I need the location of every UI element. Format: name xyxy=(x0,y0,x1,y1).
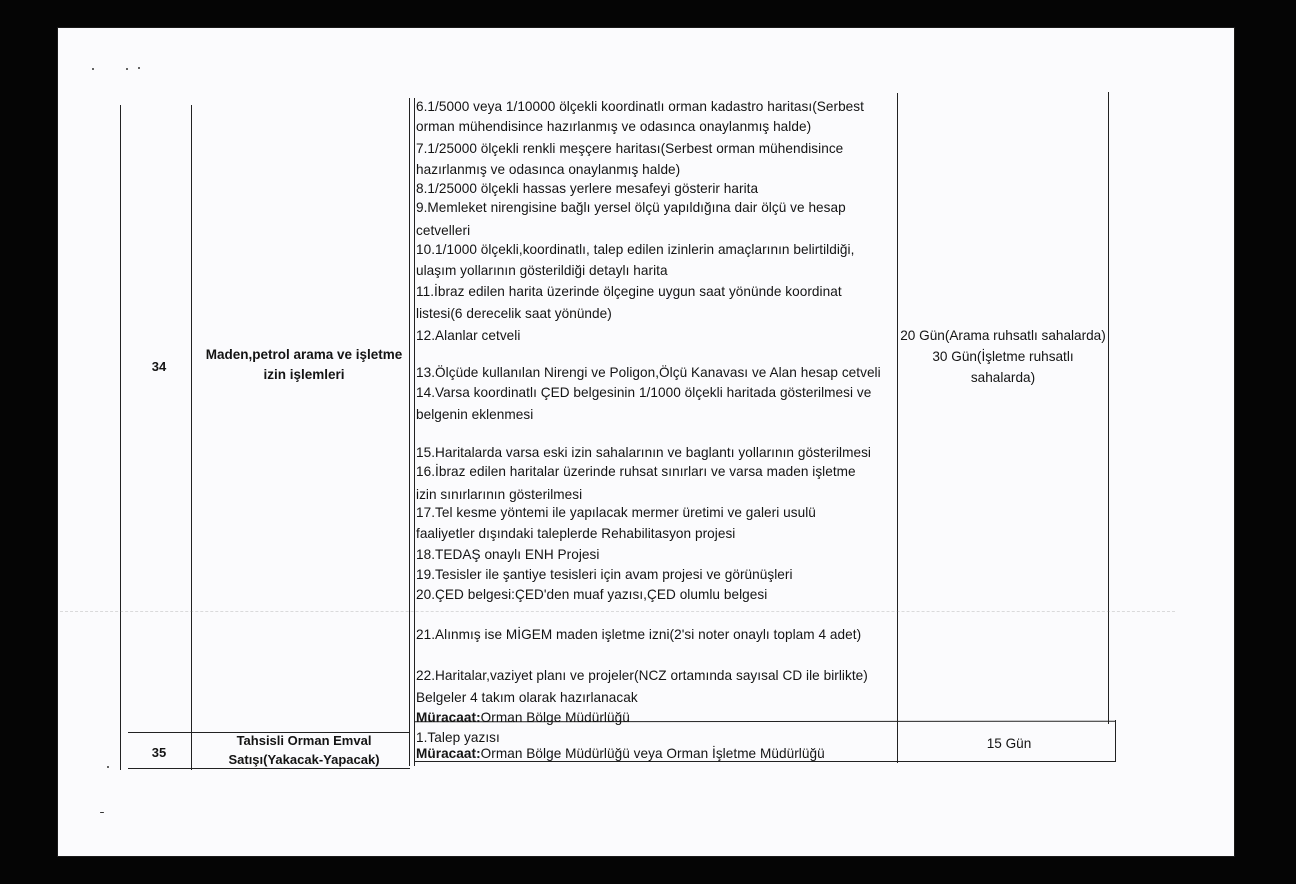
requirement-item: 21.Alınmış ise MİGEM maden işletme izni(2'si noter onaylı toplam 4 adet) xyxy=(416,627,862,642)
requirement-item: 14.Varsa koordinatlı ÇED belgesinin 1/1000 ölçekli haritada gösterilmesi ve xyxy=(416,385,872,400)
scan-speck xyxy=(100,812,104,813)
service-name xyxy=(196,731,412,769)
application-value: Orman Bölge Müdürlüğü xyxy=(480,710,630,725)
table-border-right xyxy=(1108,92,1109,724)
table-divider-no xyxy=(191,105,192,770)
duration-line: 15 Gün xyxy=(986,736,1032,751)
duration xyxy=(903,733,1115,754)
requirement-item: cetvelleri xyxy=(416,223,471,238)
application-line xyxy=(416,709,630,727)
requirement-item: belgenin eklenmesi xyxy=(416,407,534,422)
requirement-item: 8.1/25000 ölçekli hassas yerlere mesafeyi gösterir harita xyxy=(416,181,759,196)
scan-speck xyxy=(138,67,140,69)
service-name-line: izin işlemleri xyxy=(263,367,345,382)
requirement-item: izin sınırlarının gösterilmesi xyxy=(416,487,583,502)
row-number: 34 xyxy=(151,359,167,374)
requirement-item: listesi(6 derecelik saat yönünde) xyxy=(416,306,612,321)
duration xyxy=(897,325,1109,388)
table-divider-requirements xyxy=(414,98,415,766)
requirement-item: 17.Tel kesme yöntemi ile yapılacak mermer üretimi ve galeri usulü xyxy=(416,505,816,520)
requirement-item: 20.ÇED belgesi:ÇED'den muaf yazısı,ÇED olumlu belgesi xyxy=(416,587,768,602)
application-value: Orman Bölge Müdürlüğü veya Orman İşletme Müdürlüğü xyxy=(480,746,825,761)
application-label: Müracaat: xyxy=(416,746,481,761)
service-name-line: Satışı(Yakacak-Yapacak) xyxy=(228,752,380,767)
application-label: Müracaat: xyxy=(416,710,481,725)
application-line xyxy=(416,745,825,763)
requirement-item: 16.İbraz edilen haritalar üzerinde ruhsat sınırları ve varsa maden işletme xyxy=(416,464,856,479)
requirement-item: hazırlanmış ve odasınca onaylanmış halde) xyxy=(416,162,681,177)
requirement-item: faaliyetler dışındaki taleplerde Rehabilitasyon projesi xyxy=(416,526,736,541)
scan-speck xyxy=(126,68,128,70)
scan-speck xyxy=(107,766,109,768)
requirement-item: 1.Talep yazısı xyxy=(416,730,500,745)
requirement-item: 10.1/1000 ölçekli,koordinatlı, talep edilen izinlerin amaçlarının belirtildiği, xyxy=(416,242,855,257)
requirement-item: 7.1/25000 ölçekli renkli meşçere haritası(Serbest orman mühendisince xyxy=(416,141,844,156)
service-name-line: Maden,petrol arama ve işletme xyxy=(205,347,403,362)
requirement-item: 13.Ölçüde kullanılan Nirengi ve Poligon,Ölçü Kanavası ve Alan hesap cetveli xyxy=(416,365,881,380)
scan-speck xyxy=(92,68,94,70)
requirement-item: 6.1/5000 veya 1/10000 ölçekli koordinatlı orman kadastro haritası(Serbest xyxy=(416,99,864,114)
service-name xyxy=(196,345,412,385)
requirement-item: orman mühendisince hazırlanmış ve odasınca onaylanmış halde) xyxy=(416,119,812,134)
table-border-left xyxy=(120,105,121,770)
table-border-right-lower xyxy=(1115,720,1116,762)
table-divider-duration xyxy=(897,93,898,763)
requirement-item: 22.Haritalar,vaziyet planı ve projeler(NCZ ortamında sayısal CD ile birlikte) xyxy=(416,668,868,683)
requirement-item: 9.Memleket nirengisine bağlı yersel ölçü yapıldığına dair ölçü ve hesap xyxy=(416,200,846,215)
requirement-item: 19.Tesisler ile şantiye tesisleri için avam projesi ve görünüşleri xyxy=(416,567,793,582)
requirement-item: ulaşım yollarının gösterildiği detaylı harita xyxy=(416,263,668,278)
page-fold-line xyxy=(60,611,1175,612)
table-divider-name xyxy=(409,98,410,766)
requirement-item: 18.TEDAŞ onaylı ENH Projesi xyxy=(416,547,600,562)
duration-line: 20 Gün(Arama ruhsatlı sahalarda) xyxy=(900,328,1106,343)
requirement-item: 11.İbraz edilen harita üzerinde ölçegine uygun saat yönünde koordinat xyxy=(416,284,842,299)
row-number: 35 xyxy=(151,745,167,760)
requirement-item: 15.Haritalarda varsa eski izin sahalarının ve baglantı yollarının gösterilmesi xyxy=(416,445,871,460)
requirement-item: 12.Alanlar cetveli xyxy=(416,328,521,343)
service-name-line: Tahsisli Orman Emval xyxy=(236,733,372,748)
duration-line: sahalarda) xyxy=(970,370,1036,385)
duration-line: 30 Gün(İşletme ruhsatlı xyxy=(932,349,1074,364)
requirement-item: Belgeler 4 takım olarak hazırlanacak xyxy=(416,690,638,705)
